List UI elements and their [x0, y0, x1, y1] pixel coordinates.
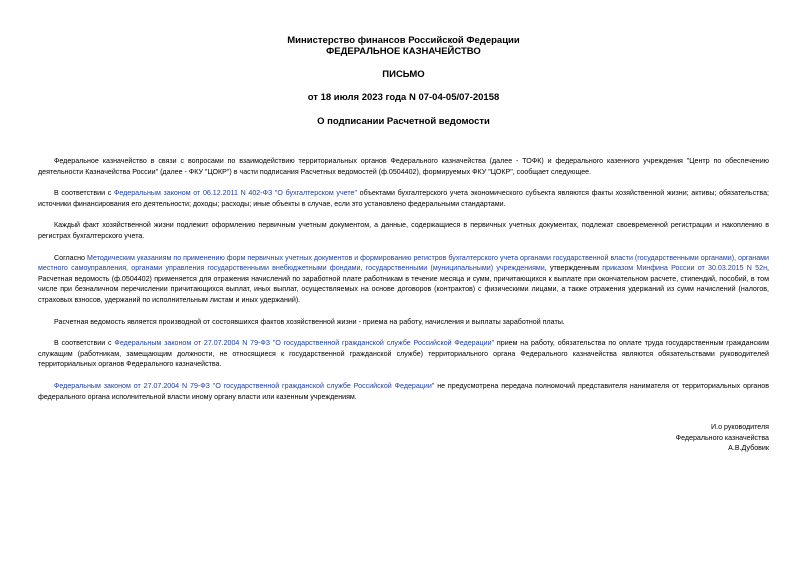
paragraph-5: Расчетная ведомость является производной от состоявшихся фактов хозяйственной жизни - приема на работу, начисления и выплаты заработной платы.: [54, 317, 565, 326]
signatory-name: А.В.Дубовик: [728, 444, 769, 453]
law-79-fz-link-2[interactable]: Федеральным законом от 27.07.2004 N 79-ФЗ "О государственной гражданской службе Российской Федерации": [54, 381, 435, 390]
signatory-organization: Федерального казначейства: [675, 433, 769, 442]
agency-name: ФЕДЕРАЛЬНОЕ КАЗНАЧЕЙСТВО: [326, 46, 481, 57]
paragraph-3: Каждый факт хозяйственной жизни подлежит оформлению первичным учетным документом, а данные, содержащиеся в первичных учетных документах, подлежат своевременной регистрации и накоплению в регистрах бухгалтерского учета.: [38, 221, 769, 240]
signatory-position: И.о руководителя: [711, 423, 769, 431]
paragraph-2: В соответствии с Федеральным законом от 06.12.2011 N 402-ФЗ "О бухгалтерском учете" объектами бухгалтерского учета экономического субъекта являются факты хозяйственной жизни; активы; обязательства; источники финансирования его деятельности; доходы; расходы; иные объекты в случае, если это установлено федеральными стандартами.: [38, 189, 769, 208]
ministry-name: Министерство финансов Российской Федерации: [287, 35, 520, 46]
document-subject: О подписании Расчетной ведомости: [317, 116, 490, 127]
order-52n-link[interactable]: приказом Минфина России от 30.03.2015 N 52н: [602, 264, 767, 273]
law-402-fz-link[interactable]: Федеральным законом от 06.12.2011 N 402-ФЗ "О бухгалтерском учете": [113, 189, 357, 198]
document-date-number: от 18 июля 2023 года N 07-04-05/07-20158: [307, 92, 500, 103]
paragraph-6: В соответствии с Федеральным законом от 27.07.2004 N 79-ФЗ "О государственной гражданской службе Российской Федерации" прием на работу, обязательства по оплате труда государственным гражданским служащим (работникам, замещающим должности, не относящиеся к государственной гражданской службе) территориального органа Федерального казначейства являются обязательствами руководителей территориальных органов Федерального казначейства.: [38, 339, 770, 369]
document-body: [38, 156, 769, 413]
document-type: ПИСЬМО: [382, 69, 425, 80]
methodical-guidelines-link[interactable]: Методическим указаниям по применению форм первичных учетных документов и формированию регистров бухгалтерского учета органами государственной власти (государственными органами), органами местного самоуправления, органами управления государственными внебюджетными фондами, государственными (муниципальными) учреждениями: [38, 253, 770, 273]
paragraph-4: Согласно Методическим указаниям по применению форм первичных учетных документов и формированию регистров бухгалтерского учета органами государственной власти (государственными органами), органами местного самоуправления, органами управления государственными внебюджетными фондами, государственными (муниципальными) учреждениями, утвержденным приказом Минфина России от 30.03.2015 N 52н, Расчетная ведомость (ф.0504402) применяется для отражения начислений по заработной плате работникам в течение месяца и сумм, причитающихся к выплате при окончательном расчете, стипендий, пособий, в том числе при безналичном перечислении причитающихся выплат, иных выплат, осуществляемых на основе договоров (контрактов) с физическими лицами, а также отражения удержаний из сумм начислений (налогов, страховых взносов, удержаний по исполнительным листам и иных удержаний).: [38, 253, 770, 304]
paragraph-1: Федеральное казначейство в связи с вопросами по взаимодействию территориальных органов Федерального казначейства (далее - ТОФК) и федерального казенного учреждения "Центр по обеспечению деятельности Казначейства России" (далее - ФКУ "ЦОКР") в части подписания Расчетных ведомостей (ф.0504402), формируемых ФКУ "ЦОКР", сообщает следующее.: [38, 157, 769, 176]
paragraph-7: Федеральным законом от 27.07.2004 N 79-ФЗ "О государственной гражданской службе Российской Федерации" не предусмотрена передача полномочий представителя нанимателя от территориальных органов федерального органа исполнительной власти иному органу власти или казенным учреждениям.: [38, 381, 770, 401]
letter-header: [0, 35, 807, 103]
law-79-fz-link[interactable]: Федеральным законом от 27.07.2004 N 79-ФЗ "О государственной гражданской службе Российской Федерации": [114, 339, 495, 348]
signature-block: [676, 422, 769, 454]
